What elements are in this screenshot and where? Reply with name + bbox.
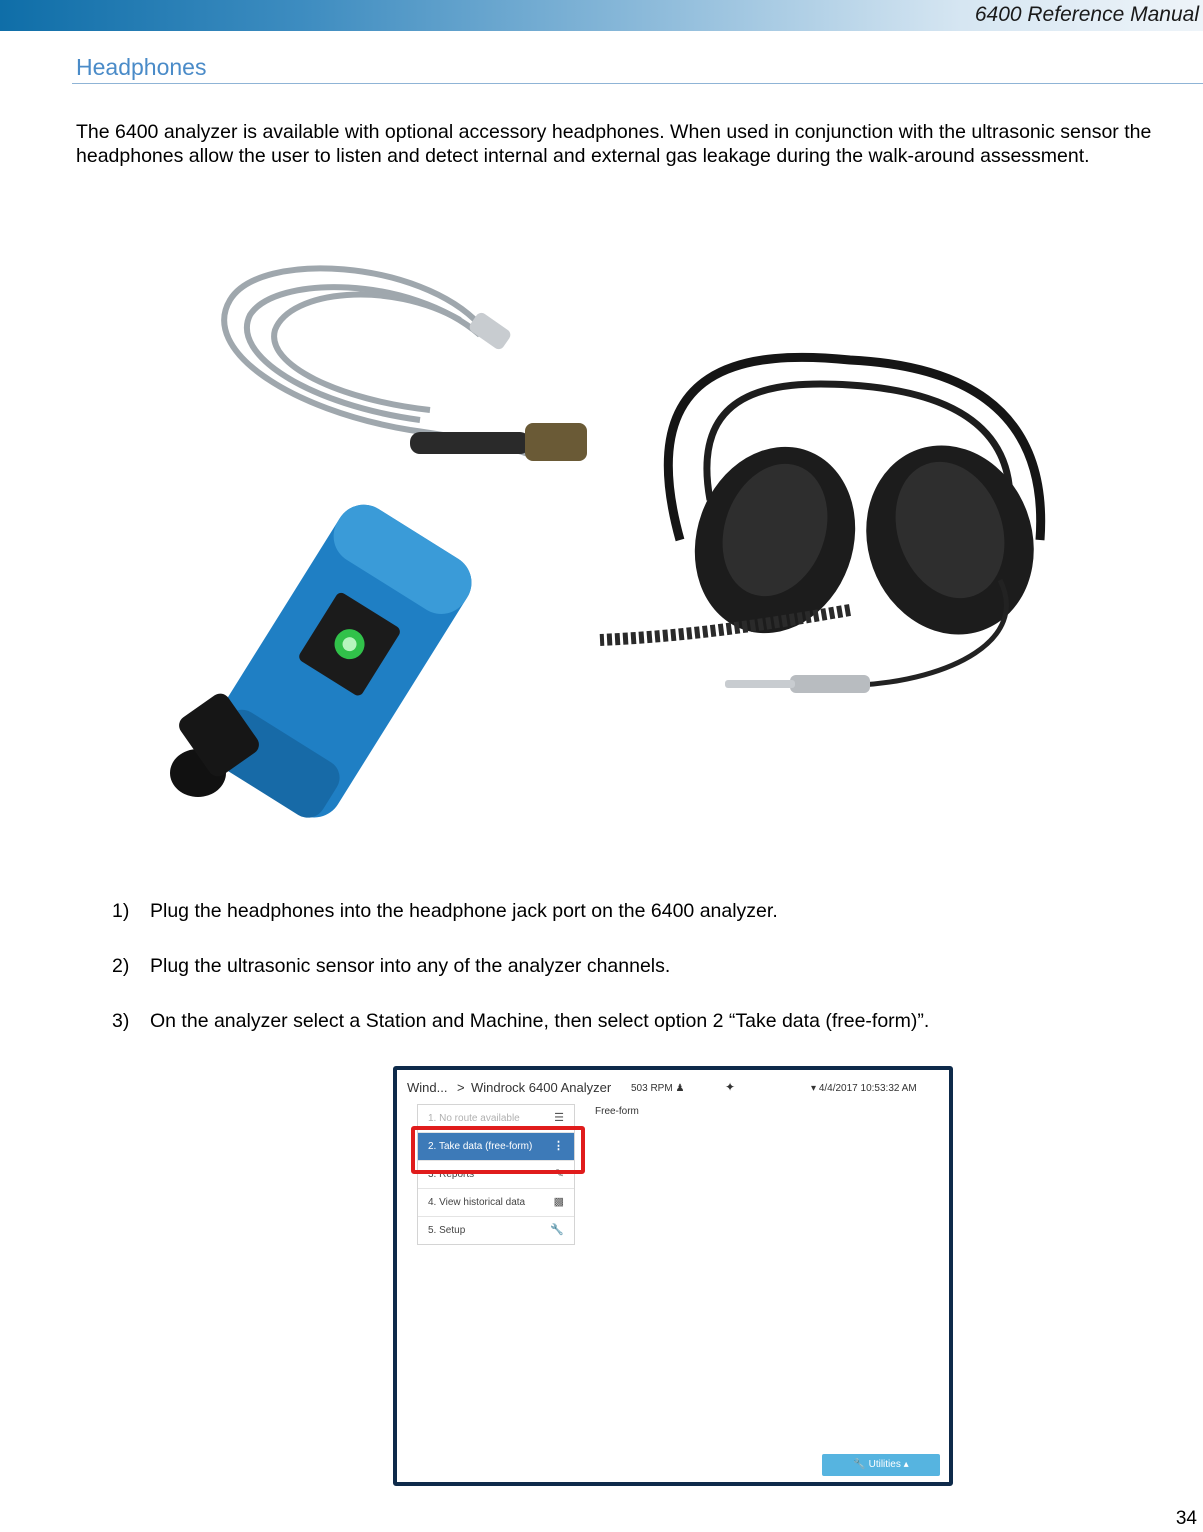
step-item bbox=[112, 900, 929, 928]
manual-title: 6400 Reference Manual bbox=[974, 3, 1199, 26]
app-header bbox=[407, 1080, 937, 1100]
caret-up-icon: ▴ bbox=[903, 1459, 909, 1470]
menu-item-reports[interactable]: 3. Reports ✎ bbox=[418, 1161, 574, 1189]
step-number: 2) bbox=[112, 955, 130, 977]
signal-icon: ▾ bbox=[811, 1083, 817, 1094]
menu-item-setup[interactable]: 5. Setup 🔧 bbox=[428, 1224, 564, 1236]
step-text: On the analyzer select a Station and Machine, then select option 2 “Take data (free-form)”. bbox=[150, 1010, 930, 1032]
step-item bbox=[112, 1010, 929, 1038]
ultrasonic-sensor-image bbox=[195, 494, 482, 830]
report-icon: ✎ bbox=[554, 1168, 564, 1180]
intro-paragraph: The 6400 analyzer is available with optional accessory headphones. When used in conjunction with the ultrasonic sensor the headphones allow the user to listen and detect internal and external gas leakage during the walk-around assessment. bbox=[76, 121, 1152, 167]
section-divider bbox=[72, 83, 1203, 84]
user-icon: ♟ bbox=[675, 1083, 685, 1094]
breadcrumb-separator: > bbox=[457, 1080, 465, 1095]
instruction-steps bbox=[112, 900, 929, 1065]
more-vertical-icon: ⋮ bbox=[553, 1140, 564, 1152]
page-number: 34 bbox=[1175, 1508, 1197, 1529]
step-number: 3) bbox=[112, 1010, 130, 1032]
list-icon: ☰ bbox=[554, 1112, 564, 1124]
sensor-cable-image bbox=[224, 268, 530, 455]
step-text: Plug the headphones into the headphone jack port on the 6400 analyzer. bbox=[150, 900, 778, 922]
menu-item-take-data[interactable]: 2. Take data (free-form) ⋮ bbox=[418, 1133, 574, 1161]
cable-connector-brass bbox=[525, 423, 587, 461]
utilities-button[interactable]: 🔧 Utilities ▴ bbox=[822, 1454, 940, 1476]
panel-label: Free-form bbox=[595, 1106, 639, 1117]
datetime-readout: ▾ 4/4/2017 10:53:32 AM bbox=[811, 1083, 917, 1094]
step-number: 1) bbox=[112, 900, 130, 922]
section-title: Headphones bbox=[76, 54, 207, 80]
step-text: Plug the ultrasonic sensor into any of the analyzer channels. bbox=[150, 955, 671, 977]
wrench-icon: 🔧 bbox=[853, 1459, 866, 1470]
analyzer-screenshot bbox=[393, 1066, 953, 1486]
rpm-readout: 503 RPM ♟ bbox=[631, 1083, 685, 1094]
wrench-icon: 🔧 bbox=[550, 1224, 564, 1236]
step-item bbox=[112, 955, 929, 983]
bar-chart-icon: ▩ bbox=[553, 1196, 564, 1208]
headphones-image bbox=[600, 357, 1060, 693]
plug-icon: ✦ bbox=[725, 1080, 736, 1094]
highlight-box bbox=[411, 1126, 585, 1174]
app-title: Windrock 6400 Analyzer bbox=[471, 1080, 612, 1095]
headphones-sensor-photo bbox=[150, 240, 1070, 830]
breadcrumb[interactable]: Wind... bbox=[407, 1080, 448, 1095]
menu-item-no-route[interactable]: 1. No route available ☰ bbox=[418, 1105, 574, 1133]
menu-item-historical-data[interactable]: 4. View historical data ▩ bbox=[418, 1189, 574, 1217]
cable-connector-black bbox=[410, 432, 530, 454]
